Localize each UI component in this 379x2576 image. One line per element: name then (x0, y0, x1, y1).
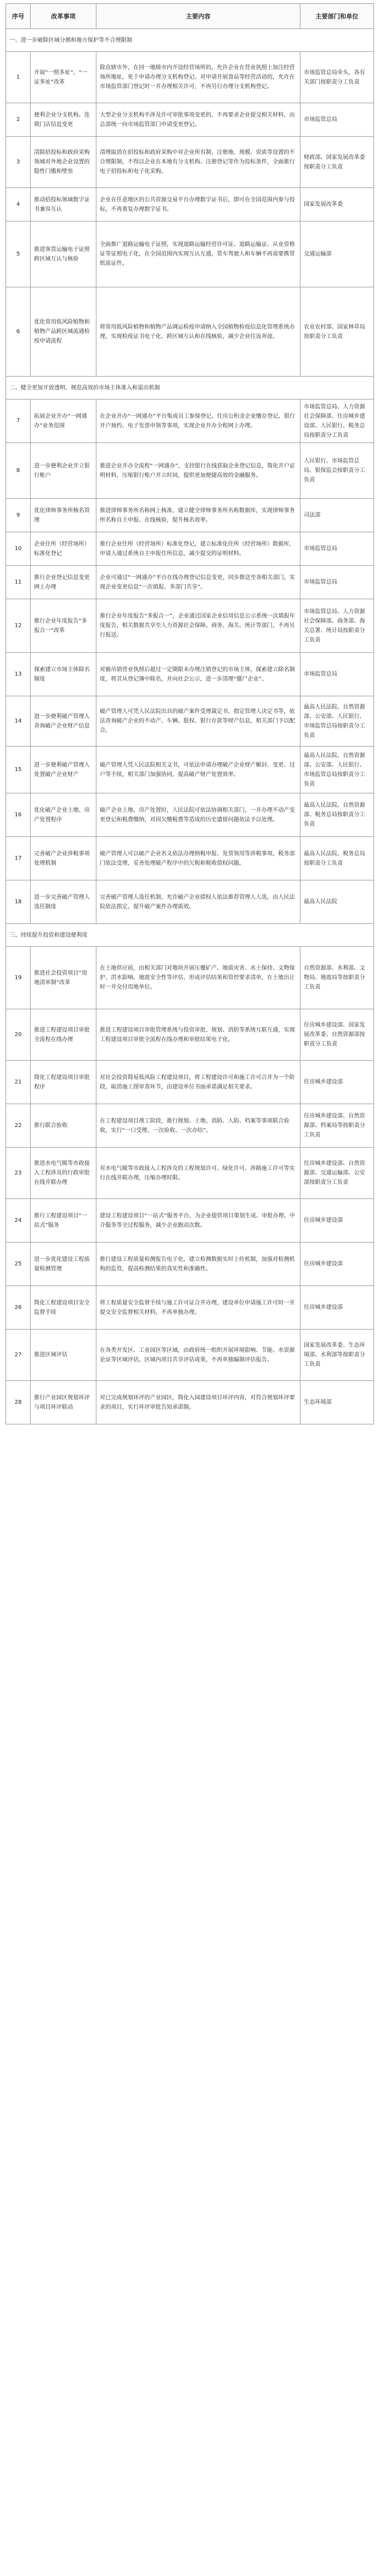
row-main-content: 在各类开发区、工业园区等区域，由政府统一组织开展环境影响、节能、水资源论证等区域评估，区域内项目共享评估成果，不再单独编制评估报告。 (96, 1330, 300, 1381)
row-reform-item: 优化常用低风险植物和植物产品跨区域流通检疫申请流程 (31, 287, 96, 377)
document-page (6, 3, 373, 1424)
table-row (6, 747, 374, 793)
row-number: 5 (6, 222, 31, 287)
row-main-content: 推行企业年度报告“多报合一”，企业通过国家企业信用信息公示系统一次填报年度报告，相关数据共享至人力资源社会保障、商务、海关、统计等部门，不再另行报送。 (96, 599, 300, 653)
row-number: 28 (6, 1381, 31, 1424)
row-reform-item: 推行企业登记信息变更网上办理 (31, 566, 96, 599)
row-main-content: 推行建设工程质量检测报告电子化，建立检测数据实时上传机制，加强对检测机构的监管，提高检测结果的真实性和准确性。 (96, 1243, 300, 1286)
row-main-content: 在土地供应前，由相关部门对地块开展压覆矿产、地质灾害、水土保持、文物保护、洪水影响、地震安全性等评估，形成评估结果和管控要求清单，在土地出让时一并交付用地单位。 (96, 947, 300, 1009)
row-department: 住房城乡建设部、自然资源部、档案局等按职责分工负责 (300, 1104, 374, 1148)
row-department: 农业农村部、国家林草局按职责分工负责 (300, 287, 374, 377)
row-reform-item: 推进客货运输电子证照跨区域互认与核验 (31, 222, 96, 287)
row-number: 3 (6, 137, 31, 188)
row-number: 25 (6, 1243, 31, 1286)
row-main-content: 全面推广道路运输电子证照，实现道路运输经营许可证、道路运输证、从业资格证等证照电子化，在全国范围内实现互认互通，货车驾驶人和车辆不再需要携带纸质证件。 (96, 222, 300, 287)
table-header-row (6, 4, 374, 29)
row-department: 最高人民法院 (300, 880, 374, 924)
row-main-content: 建设工程建设项目“一站式”服务平台，为企业提供项目策划生成、审批办理、中介服务等全过程服务，减少企业跑动次数。 (96, 1199, 300, 1243)
row-reform-item: 进一步完善破产管理人选任制度 (31, 880, 96, 924)
row-main-content: 破产管理人可凭人民法院出具的破产案件受理裁定书、指定管理人决定书等，依法查询破产企业的不动产、车辆、股权、银行存款等财产信息，相关部门予以配合。 (96, 696, 300, 747)
row-main-content: 企业可通过“一网通办”平台在线办理登记信息变更，同步推送至各相关部门，实现企业变更信息“一次填报、多部门共享”。 (96, 566, 300, 599)
section-title: 一、进一步破除区域分割和地方保护等不合理限制 (6, 29, 374, 52)
row-reform-item: 推进工程建设项目审批全流程在线办理 (31, 1009, 96, 1061)
row-number: 8 (6, 443, 31, 499)
table-row (6, 696, 374, 747)
table-body (6, 29, 374, 1424)
table-row (6, 1243, 374, 1286)
row-reform-item: 简化工程建设项目审批程序 (31, 1061, 96, 1104)
row-number: 13 (6, 653, 31, 696)
section-row (6, 29, 374, 52)
row-reform-item: 进一步便利破产管理人查询破产企业财产信息 (31, 696, 96, 747)
row-number: 10 (6, 532, 31, 566)
row-reform-item: 进一步优化建设工程质量检测管理 (31, 1243, 96, 1286)
row-main-content: 除直辖市外，在同一地级市内开设经营场所的，允许企业在营业执照上加注经营场所地址，免于申请办理分支机构登记。对申请开展食品等经营活动的，允许在市场监管部门登记时一并办理相关许可，不再另行办理分支机构登记。 (96, 52, 300, 103)
row-department: 最高人民法院、自然资源部、公安部、人民银行、市场监管总局按职责分工负责 (300, 696, 374, 747)
table-row (6, 1286, 374, 1330)
row-main-content: 在工程建设项目竣工阶段，推行规划、土地、消防、人防、档案等事项联合验收，实行“一口受理、一次验收、一次办结”。 (96, 1104, 300, 1148)
table-row (6, 499, 374, 532)
row-reform-item: 完善破产企业涉税事项处理机制 (31, 837, 96, 880)
row-reform-item: 开展“一照多址”、“一证多址”改革 (31, 52, 96, 103)
row-number: 26 (6, 1286, 31, 1330)
row-department: 国家发展改革委、生态环境部、水利部等按职责分工负责 (300, 1330, 374, 1381)
table-row (6, 793, 374, 837)
row-department: 市场监管总局 (300, 103, 374, 137)
row-number: 9 (6, 499, 31, 532)
row-number: 27 (6, 1330, 31, 1381)
row-reform-item: 推行企业年度报告“多报合一”改革 (31, 599, 96, 653)
section-title: 二、健全更加开放透明、规范高效的市场主体准入和退出机制 (6, 377, 374, 399)
table-row (6, 653, 374, 696)
table-row (6, 1330, 374, 1381)
row-main-content: 企业在任意地区的公共资源交易平台办理数字证书后，即可在全国范围内参与投标，不再重复办理数字证书。 (96, 188, 300, 222)
row-department: 住房城乡建设部 (300, 1199, 374, 1243)
table-row (6, 399, 374, 443)
row-main-content: 破产管理人凭人民法院相关文书，可依法申请办理破产企业财产解封、变更、过户等手续，相关部门加强协同，提高破产财产处置效率。 (96, 747, 300, 793)
row-department: 人民银行、市场监管总局、银保监会按职责分工负责 (300, 443, 374, 499)
row-department: 财政部、国家发展改革委按职责分工负责 (300, 137, 374, 188)
header-item: 改革事项 (31, 4, 96, 29)
row-reform-item: 推行产业园区规划环评与项目环评联动 (31, 1381, 96, 1424)
row-reform-item: 推进水电气暖等市政接入工程涉及的行政审批在线并联办理 (31, 1148, 96, 1199)
row-main-content: 完善破产管理人选任机制，允许破产企业债权人依法推荐管理人人选，由人民法院依法指定，提升破产案件办理质效。 (96, 880, 300, 924)
row-reform-item: 拓展企业开办“一网通办”业务范围 (31, 399, 96, 443)
table-row (6, 1104, 374, 1148)
row-main-content: 大型企业分支机构不涉及许可审批事项变更的，不再要求企业提交相关材料，由总部统一向市场监管部门申请变更登记。 (96, 103, 300, 137)
section-row (6, 377, 374, 399)
row-main-content: 将常用低风险植物和植物产品调运检疫申请纳入全国植物检疫信息化管理系统办理，实现检疫证书电子化、跨区域互认和在线核验，减少企业往返奔波。 (96, 287, 300, 377)
row-main-content: 推进工程建设项目审批管理系统与投资审批、规划、消防等系统互联互通，实现工程建设项目审批全流程在线办理和审批结果电子化。 (96, 1009, 300, 1061)
row-reform-item: 推进社会投资项目“用地清单制”改革 (31, 947, 96, 1009)
row-department: 住房城乡建设部、国家发展改革委、自然资源部按职责分工负责 (300, 1009, 374, 1061)
row-department: 市场监管总局 (300, 532, 374, 566)
row-reform-item: 推进区域评估 (31, 1330, 96, 1381)
row-number: 22 (6, 1104, 31, 1148)
row-main-content: 推进企业开办全流程“一网通办”，支持银行在线获取企业登记信息，简化开户证明材料，压缩银行账户开立时间，提供更加便捷高效的金融服务。 (96, 443, 300, 499)
row-department: 自然资源部、水利部、文物局、地震局等按职责分工负责 (300, 947, 374, 1009)
row-reform-item: 进一步便利破产管理人处置破产企业财产 (31, 747, 96, 793)
row-number: 15 (6, 747, 31, 793)
row-department: 市场监管总局 (300, 566, 374, 599)
row-reform-item: 企业住所（经营场所）标准化登记 (31, 532, 96, 566)
row-reform-item: 推行联合验收 (31, 1104, 96, 1148)
row-department: 市场监管总局、人力资源社会保障部、住房城乡建设部、人民银行、税务总局按职责分工负责 (300, 399, 374, 443)
table-row (6, 1381, 374, 1424)
table-row (6, 947, 374, 1009)
table-row (6, 1061, 374, 1104)
row-department: 市场监管总局 (300, 653, 374, 696)
row-reform-item: 推行工程建设项目“一站式”服务 (31, 1199, 96, 1243)
table-row (6, 599, 374, 653)
row-reform-item: 简化工程建设项目安全监督手续 (31, 1286, 96, 1330)
row-number: 18 (6, 880, 31, 924)
row-main-content: 将工程质量安全监督手续与施工许可证合并办理，建设单位申请施工许可时一并提交安全监督相关材料，不再单独办理。 (96, 1286, 300, 1330)
row-number: 14 (6, 696, 31, 747)
reform-table (6, 3, 374, 1424)
row-department: 住房城乡建设部 (300, 1243, 374, 1286)
row-department: 最高人民法院、税务总局按职责分工负责 (300, 837, 374, 880)
row-reform-item: 进一步便利企业开立银行账户 (31, 443, 96, 499)
row-reform-item: 清除招投标和政府采购领域对外地企业设置的隐性门槛和壁垒 (31, 137, 96, 188)
table-row (6, 287, 374, 377)
row-department: 市场监管总局牵头，各有关部门按职责分工负责 (300, 52, 374, 103)
row-reform-item: 优化律师事务所核名管理 (31, 499, 96, 532)
row-main-content: 对水电气暖等市政接入工程涉及的工程规划许可、绿化许可、涉路施工许可等实行在线并联办理，压缩办理时限。 (96, 1148, 300, 1199)
row-number: 7 (6, 399, 31, 443)
row-main-content: 推进律师事务所名称网上核准，建立健全律师事务所名称数据库，实现律师事务所名称自主申报、在线核验，提升核名效率。 (96, 499, 300, 532)
table-row (6, 103, 374, 137)
row-department: 国家发展改革委 (300, 188, 374, 222)
table-row (6, 880, 374, 924)
row-main-content: 破产管理人可以破产企业名义依法办理纳税申报、发票领用等涉税事项，税务部门依法受理，妥善处理破产程序中的欠税和税收债权问题。 (96, 837, 300, 880)
row-number: 19 (6, 947, 31, 1009)
row-department: 生态环境部 (300, 1381, 374, 1424)
table-row (6, 1148, 374, 1199)
table-row (6, 443, 374, 499)
row-number: 11 (6, 566, 31, 599)
row-number: 12 (6, 599, 31, 653)
table-row (6, 532, 374, 566)
row-department: 最高人民法院、自然资源部、公安部、人民银行、市场监管总局按职责分工负责 (300, 747, 374, 793)
row-number: 24 (6, 1199, 31, 1243)
header-content: 主要内容 (96, 4, 300, 29)
row-number: 16 (6, 793, 31, 837)
table-row (6, 1199, 374, 1243)
row-reform-item: 探索建立市场主体除名制度 (31, 653, 96, 696)
table-row (6, 188, 374, 222)
row-reform-item: 优化破产企业土地、房产处置程序 (31, 793, 96, 837)
table-row (6, 52, 374, 103)
row-reform-item: 推动招投标领域数字证书兼容互认 (31, 188, 96, 222)
row-department: 住房城乡建设部、自然资源部、交通运输部、公安部按职责分工负责 (300, 1148, 374, 1199)
row-department: 住房城乡建设部 (300, 1061, 374, 1104)
table-row (6, 1009, 374, 1061)
header-dept: 主要部门和单位 (300, 4, 374, 29)
row-main-content: 对被吊销营业执照后超过一定期限未办理注销登记的市场主体，探索建立除名制度，将其从登记簿中除名，并向社会公示，进一步清理“僵尸企业”。 (96, 653, 300, 696)
row-department: 住房城乡建设部 (300, 1286, 374, 1330)
row-number: 21 (6, 1061, 31, 1104)
row-number: 17 (6, 837, 31, 880)
row-number: 4 (6, 188, 31, 222)
row-reform-item: 便利企业分支机构、连锁门店信息变更 (31, 103, 96, 137)
row-department: 市场监管总局、人力资源社会保障部、商务部、海关总署、统计局按职责分工负责 (300, 599, 374, 653)
row-main-content: 对社会投资简易低风险工程建设项目，将工程建设许可和施工许可合并为一个阶段，取消施工图审查环节，由建设单位书面承诺满足相关要求。 (96, 1061, 300, 1104)
row-department: 司法部 (300, 499, 374, 532)
header-no: 序号 (6, 4, 31, 29)
table-row (6, 137, 374, 188)
section-row (6, 924, 374, 947)
row-number: 20 (6, 1009, 31, 1061)
table-row (6, 837, 374, 880)
table-row (6, 566, 374, 599)
row-department: 交通运输部 (300, 222, 374, 287)
table-row (6, 222, 374, 287)
row-main-content: 清理取消在招投标和政府采购中对企业所有制、注册地、规模、资质等设置的不合理限制，不得以企业在本地有分支机构、注册登记等作为投标条件，全面推行电子招投标和电子化采购。 (96, 137, 300, 188)
row-number: 23 (6, 1148, 31, 1199)
row-number: 1 (6, 52, 31, 103)
section-title: 三、持续提升投资和建设便利度 (6, 924, 374, 947)
row-number: 2 (6, 103, 31, 137)
row-main-content: 破产企业土地、房产处置时，人民法院可依法协调相关部门，一并办理不动产变更登记和税费缴纳，对因欠缴税费等造成的历史遗留问题依法予以处理。 (96, 793, 300, 837)
row-main-content: 推行企业住所（经营场所）标准化登记，建立标准化住所（经营场所）数据库，申请人通过系统自主申报住所信息，减少提交的证明材料。 (96, 532, 300, 566)
row-number: 6 (6, 287, 31, 377)
row-main-content: 对已完成规划环评的产业园区，简化入园建设项目环评内容，对符合规划环评要求的项目，实行环评审批告知承诺制。 (96, 1381, 300, 1424)
row-department: 最高人民法院、自然资源部、税务总局按职责分工负责 (300, 793, 374, 837)
row-main-content: 在企业开办“一网通办”平台集成员工参保登记、住房公积金企业缴存登记、银行开户预约、电子发票申领等事项，实现企业开办全程网上办理。 (96, 399, 300, 443)
